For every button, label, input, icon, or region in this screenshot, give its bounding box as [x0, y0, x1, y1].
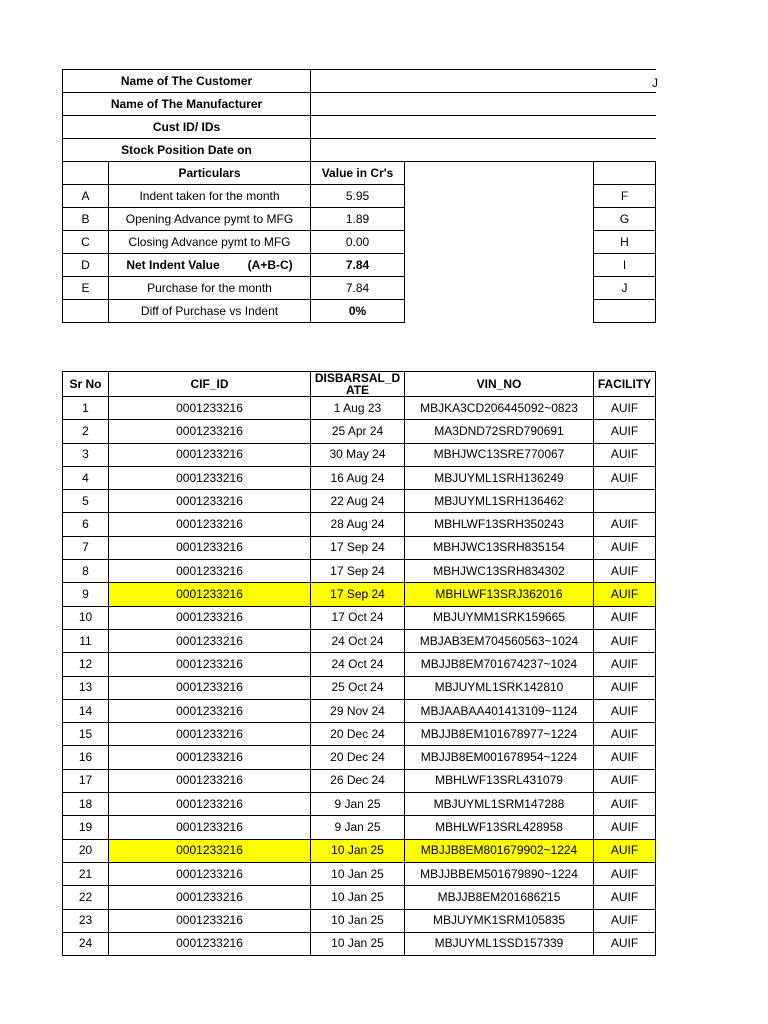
table-row[interactable]: [63, 909, 656, 932]
cif-id-cell: 0001233216: [109, 629, 311, 652]
cif-id-cell: 0001233216: [109, 676, 311, 699]
facility-cell: AUIF: [594, 909, 656, 932]
row-code: [63, 300, 109, 323]
facility-cell: AUIF: [594, 466, 656, 489]
records-header-row: [63, 372, 656, 397]
info-value-cell[interactable]: [311, 70, 656, 93]
table-row[interactable]: [63, 793, 656, 816]
table-row[interactable]: [63, 653, 656, 676]
disbursal-date-cell: 17 Oct 24: [311, 606, 405, 629]
row-right-code: H: [594, 231, 656, 254]
col-header-facility[interactable]: FACILITY: [594, 372, 656, 397]
sr-no-cell: 7: [63, 536, 109, 559]
cif-id-cell: 0001233216: [109, 699, 311, 722]
col-header-vin-no[interactable]: VIN_NO: [405, 372, 594, 397]
info-row: [63, 139, 656, 162]
vin-no-cell: MBJUYML1SRH136462: [405, 490, 594, 513]
sr-no-cell: 13: [63, 676, 109, 699]
table-row[interactable]: [63, 536, 656, 559]
disbursal-date-cell: 25 Apr 24: [311, 420, 405, 443]
row-code: D: [63, 254, 109, 277]
summary-spacer: [405, 162, 594, 323]
info-label: Name of The Manufacturer: [63, 93, 311, 116]
table-row[interactable]: [63, 583, 656, 606]
info-row: [63, 93, 656, 116]
row-label: Opening Advance pymt to MFG: [109, 208, 311, 231]
facility-cell: AUIF: [594, 793, 656, 816]
cif-id-cell: 0001233216: [109, 420, 311, 443]
table-row[interactable]: [63, 443, 656, 466]
row-right-code: [594, 300, 656, 323]
row-label: Closing Advance pymt to MFG: [109, 231, 311, 254]
vin-no-cell: MBHLWF13SRH350243: [405, 513, 594, 536]
facility-cell: AUIF: [594, 699, 656, 722]
vin-no-cell: MBJUYML1SRH136249: [405, 466, 594, 489]
info-value-cell[interactable]: [311, 93, 656, 116]
facility-cell: AUIF: [594, 536, 656, 559]
row-code: C: [63, 231, 109, 254]
vin-no-cell: MBJAABAA401413109~1124: [405, 699, 594, 722]
right-code-header-cell: [594, 162, 656, 185]
cif-id-cell: 0001233216: [109, 536, 311, 559]
facility-cell: AUIF: [594, 839, 656, 862]
sr-no-cell: 15: [63, 723, 109, 746]
table-row[interactable]: [63, 932, 656, 955]
info-row: [63, 70, 656, 93]
vin-no-cell: MBJUYMK1SRM105835: [405, 909, 594, 932]
info-label: Name of The Customer: [63, 70, 311, 93]
disbursal-date-cell: 1 Aug 23: [311, 397, 405, 420]
vin-no-cell: MBJJB8EM201686215: [405, 886, 594, 909]
table-row[interactable]: [63, 513, 656, 536]
facility-cell: AUIF: [594, 420, 656, 443]
vin-no-cell: MBHJWC13SRH834302: [405, 560, 594, 583]
cif-id-cell: 0001233216: [109, 909, 311, 932]
cif-id-cell: 0001233216: [109, 443, 311, 466]
col-header-disbursal-date[interactable]: [311, 372, 405, 397]
facility-cell: AUIF: [594, 862, 656, 885]
disbursal-date-cell: 9 Jan 25: [311, 816, 405, 839]
cif-id-cell: 0001233216: [109, 560, 311, 583]
summary-table: [62, 69, 656, 323]
row-value[interactable]: 1.89: [311, 208, 405, 231]
facility-cell: AUIF: [594, 513, 656, 536]
disbursal-date-cell: 28 Aug 24: [311, 513, 405, 536]
facility-cell: AUIF: [594, 769, 656, 792]
disbursal-date-cell: 22 Aug 24: [311, 490, 405, 513]
facility-cell: AUIF: [594, 560, 656, 583]
cif-id-cell: 0001233216: [109, 839, 311, 862]
disbursal-date-cell: 25 Oct 24: [311, 676, 405, 699]
table-row[interactable]: [63, 746, 656, 769]
disbursal-date-cell: 10 Jan 25: [311, 932, 405, 955]
row-code: E: [63, 277, 109, 300]
table-row[interactable]: [63, 629, 656, 652]
facility-cell: AUIF: [594, 443, 656, 466]
vin-no-cell: MBJJB8EM001678954~1224: [405, 746, 594, 769]
cif-id-cell: 0001233216: [109, 886, 311, 909]
vin-no-cell: MBHLWF13SRL428958: [405, 816, 594, 839]
disbursal-date-cell: 24 Oct 24: [311, 629, 405, 652]
facility-cell: AUIF: [594, 746, 656, 769]
sr-no-cell: 14: [63, 699, 109, 722]
table-row[interactable]: [63, 699, 656, 722]
disbursal-date-cell: 10 Jan 25: [311, 862, 405, 885]
info-value-cell[interactable]: [311, 139, 656, 162]
facility-cell: AUIF: [594, 723, 656, 746]
table-row[interactable]: [63, 723, 656, 746]
sr-no-cell: 11: [63, 629, 109, 652]
table-row[interactable]: [63, 769, 656, 792]
sr-no-cell: 22: [63, 886, 109, 909]
vin-no-cell: MBJJBBEM501679890~1224: [405, 862, 594, 885]
sr-no-cell: 5: [63, 490, 109, 513]
disbursal-date-cell: 10 Jan 25: [311, 886, 405, 909]
vin-no-cell: MBJJB8EM701674237~1024: [405, 653, 594, 676]
info-label: Cust ID/ IDs: [63, 116, 311, 139]
disbursal-date-cell: 20 Dec 24: [311, 746, 405, 769]
row-value[interactable]: 7.84: [311, 277, 405, 300]
disbursal-date-cell: 30 May 24: [311, 443, 405, 466]
facility-cell: AUIF: [594, 397, 656, 420]
sr-no-cell: 8: [63, 560, 109, 583]
code-header-cell: [63, 162, 109, 185]
cif-id-cell: 0001233216: [109, 397, 311, 420]
facility-cell: AUIF: [594, 816, 656, 839]
sr-no-cell: 24: [63, 932, 109, 955]
sr-no-cell: 17: [63, 769, 109, 792]
row-value[interactable]: 0.00: [311, 231, 405, 254]
cif-id-cell: 0001233216: [109, 490, 311, 513]
row-label: Diff of Purchase vs Indent: [109, 300, 311, 323]
cif-id-cell: 0001233216: [109, 583, 311, 606]
row-right-code: F: [594, 185, 656, 208]
col-header-disbursal-date-line2: ATE: [345, 383, 370, 397]
sr-no-cell: 18: [63, 793, 109, 816]
facility-cell: AUIF: [594, 886, 656, 909]
vin-no-cell: MBJJB8EM101678977~1224: [405, 723, 594, 746]
cif-id-cell: 0001233216: [109, 606, 311, 629]
disbursal-date-cell: 10 Jan 25: [311, 839, 405, 862]
sr-no-cell: 6: [63, 513, 109, 536]
row-label-text: Net Indent Value: [126, 257, 220, 272]
sr-no-cell: 23: [63, 909, 109, 932]
facility-cell: AUIF: [594, 653, 656, 676]
sr-no-cell: 4: [63, 466, 109, 489]
row-value[interactable]: 0%: [311, 300, 405, 323]
col-header-cif-id[interactable]: CIF_ID: [109, 372, 311, 397]
table-row[interactable]: [63, 816, 656, 839]
sr-no-cell: 21: [63, 862, 109, 885]
cif-id-cell: 0001233216: [109, 862, 311, 885]
info-row: [63, 116, 656, 139]
table-row[interactable]: [63, 676, 656, 699]
value-header: Value in Cr's: [311, 162, 405, 185]
disbursal-date-cell: 26 Dec 24: [311, 769, 405, 792]
vin-no-cell: MBHJWC13SRH835154: [405, 536, 594, 559]
disbursal-date-cell: 17 Sep 24: [311, 583, 405, 606]
disbursal-date-cell: 17 Sep 24: [311, 560, 405, 583]
row-label-formula: (A+B-C): [247, 257, 293, 272]
records-table: [62, 371, 656, 956]
vin-no-cell: MBJUYMM1SRK159665: [405, 606, 594, 629]
table-row[interactable]: [63, 606, 656, 629]
cif-id-cell: 0001233216: [109, 653, 311, 676]
vin-no-cell: MBJJB8EM801679902~1224: [405, 839, 594, 862]
vin-no-cell: MBHLWF13SRL431079: [405, 769, 594, 792]
facility-cell: AUIF: [594, 606, 656, 629]
cif-id-cell: 0001233216: [109, 769, 311, 792]
info-value-cell[interactable]: [311, 116, 656, 139]
cif-id-cell: 0001233216: [109, 723, 311, 746]
vin-no-cell: MBJUYML1SRK142810: [405, 676, 594, 699]
vin-no-cell: MA3DND72SRD790691: [405, 420, 594, 443]
sr-no-cell: 2: [63, 420, 109, 443]
sr-no-cell: 20: [63, 839, 109, 862]
disbursal-date-cell: 17 Sep 24: [311, 536, 405, 559]
cif-id-cell: 0001233216: [109, 466, 311, 489]
table-row[interactable]: [63, 862, 656, 885]
facility-cell: AUIF: [594, 583, 656, 606]
cif-id-cell: 0001233216: [109, 932, 311, 955]
facility-cell: AUIF: [594, 629, 656, 652]
facility-cell: AUIF: [594, 676, 656, 699]
col-header-disbursal-date-line1: DISBARSAL_D: [314, 371, 401, 385]
disbursal-date-cell: 29 Nov 24: [311, 699, 405, 722]
info-label: Stock Position Date on: [63, 139, 311, 162]
table-row[interactable]: [63, 466, 656, 489]
facility-cell: AUIF: [594, 932, 656, 955]
row-code: B: [63, 208, 109, 231]
cif-id-cell: 0001233216: [109, 513, 311, 536]
row-right-code: G: [594, 208, 656, 231]
vin-no-cell: MBHLWF13SRJ362016: [405, 583, 594, 606]
row-label: Purchase for the month: [109, 277, 311, 300]
sr-no-cell: 16: [63, 746, 109, 769]
row-label: [109, 254, 311, 277]
table-row[interactable]: [63, 839, 656, 862]
row-value[interactable]: 7.84: [311, 254, 405, 277]
disbursal-date-cell: 16 Aug 24: [311, 466, 405, 489]
facility-cell: [594, 490, 656, 513]
table-row[interactable]: [63, 490, 656, 513]
cif-id-cell: 0001233216: [109, 746, 311, 769]
vin-no-cell: MBJUYML1SRM147288: [405, 793, 594, 816]
cif-id-cell: 0001233216: [109, 816, 311, 839]
table-row[interactable]: [63, 397, 656, 420]
row-code: A: [63, 185, 109, 208]
row-right-code: I: [594, 254, 656, 277]
vin-no-cell: MBJKA3CD206445092~0823: [405, 397, 594, 420]
sr-no-cell: 10: [63, 606, 109, 629]
disbursal-date-cell: 10 Jan 25: [311, 909, 405, 932]
table-row[interactable]: [63, 420, 656, 443]
sr-no-cell: 19: [63, 816, 109, 839]
vin-no-cell: MBHJWC13SRE770067: [405, 443, 594, 466]
disbursal-date-cell: 9 Jan 25: [311, 793, 405, 816]
sr-no-cell: 9: [63, 583, 109, 606]
disbursal-date-cell: 24 Oct 24: [311, 653, 405, 676]
sr-no-cell: 12: [63, 653, 109, 676]
clipped-text: J: [652, 76, 658, 90]
sr-no-cell: 1: [63, 397, 109, 420]
col-header-sr-no[interactable]: Sr No: [63, 372, 109, 397]
particulars-header: Particulars: [109, 162, 311, 185]
row-right-code: J: [594, 277, 656, 300]
cif-id-cell: 0001233216: [109, 793, 311, 816]
table-row[interactable]: [63, 560, 656, 583]
vin-no-cell: MBJAB3EM704560563~1024: [405, 629, 594, 652]
vin-no-cell: MBJUYML1SSD157339: [405, 932, 594, 955]
sr-no-cell: 3: [63, 443, 109, 466]
table-row[interactable]: [63, 886, 656, 909]
disbursal-date-cell: 20 Dec 24: [311, 723, 405, 746]
row-label: Indent taken for the month: [109, 185, 311, 208]
row-value[interactable]: 5.95: [311, 185, 405, 208]
particulars-header-row: [63, 162, 656, 185]
